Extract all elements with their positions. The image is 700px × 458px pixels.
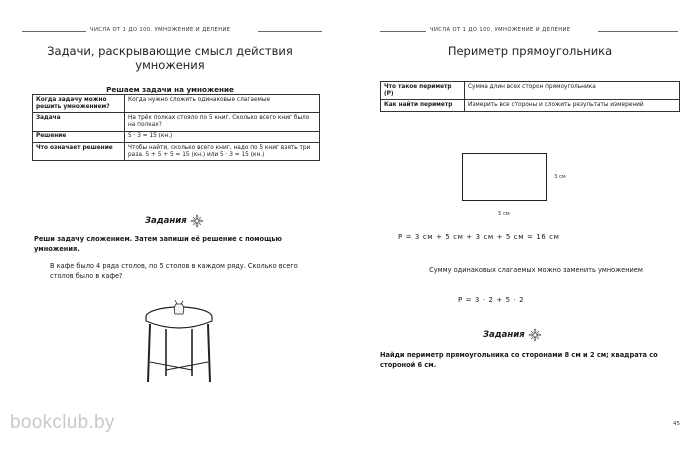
task-instruction: Найди периметр прямоугольника со сторонами 8 см и 2 см; квадрата со стороной 6 см.	[380, 351, 658, 369]
tasks-heading	[483, 328, 542, 342]
table-row	[33, 113, 320, 131]
task-instruction: Реши задачу сложением. Затем запиши её решение с помощью умножения.	[34, 235, 282, 253]
page-number: 45	[673, 421, 680, 427]
table-answer: Измерить все стороны и сложить результаты измерений	[465, 100, 680, 111]
table-question: Решение	[33, 131, 125, 142]
rectangle-figure	[462, 153, 547, 201]
table-question: Задача	[33, 113, 125, 131]
perimeter-formula-sum: P = 3 см + 5 см + 3 см + 5 см = 16 см	[398, 233, 560, 241]
table-illustration	[140, 300, 218, 386]
table-answer: Чтобы найти, сколько всего книг, надо по 5 книг взять три раза. 5 + 5 + 5 = 15 (кн.) или 5 · 3 = 15 (кн.)	[125, 143, 320, 161]
table-row	[33, 95, 320, 113]
left-page	[0, 0, 340, 458]
table-question: Как найти периметр	[381, 100, 465, 111]
multiplication-table	[32, 94, 320, 161]
table-answer: На трёх полках стояло по 5 книг. Сколько всего книг было на полках?	[125, 113, 320, 131]
table-row	[33, 143, 320, 161]
table-row	[381, 100, 680, 111]
title-line-1: Задачи, раскрывающие смысл действия	[47, 44, 293, 58]
table-question: Когда задачу можно решить умножением?	[33, 95, 125, 113]
running-rule	[258, 31, 322, 32]
table-answer: Когда нужно сложить одинаковые слагаемые	[125, 95, 320, 113]
tasks-heading-label: Задания	[483, 330, 525, 340]
right-page	[358, 0, 700, 458]
page-title	[20, 44, 320, 72]
table-row	[33, 131, 320, 142]
flower-icon	[190, 214, 204, 228]
table-row	[381, 82, 680, 100]
tasks-heading-label: Задания	[145, 216, 187, 226]
task-text: В кафе было 4 ряда столов, по 5 столов в каждом ряду. Сколько всего столов было в кафе?	[50, 262, 298, 280]
table-question: Что такое периметр (P)	[381, 82, 465, 100]
table-question: Что означает решение	[33, 143, 125, 161]
running-rule	[598, 31, 678, 32]
table-subtitle: Решаем задачи на умножение	[106, 85, 234, 94]
tasks-heading	[145, 214, 204, 228]
rectangle-bottom-label: 5 см	[498, 211, 510, 217]
multiplication-note: Сумму одинаковых слагаемых можно заменить умножением	[429, 266, 643, 274]
perimeter-formula-product: P = 3 · 2 + 5 · 2	[458, 296, 525, 304]
table-answer: Сумма длин всех сторон прямоугольника	[465, 82, 680, 100]
running-head: ЧИСЛА ОТ 1 ДО 100. УМНОЖЕНИЕ И ДЕЛЕНИЕ	[90, 27, 231, 33]
running-head: ЧИСЛА ОТ 1 ДО 100. УМНОЖЕНИЕ И ДЕЛЕНИЕ	[430, 27, 571, 33]
watermark: bookclub.by	[10, 412, 115, 433]
title-line-2: умножения	[135, 58, 205, 72]
running-rule	[380, 31, 426, 32]
running-rule	[22, 31, 86, 32]
rectangle-side-label: 3 см	[554, 174, 566, 180]
table-answer: 5 · 3 = 15 (кн.)	[125, 131, 320, 142]
perimeter-table	[380, 81, 680, 112]
page-title: Периметр прямоугольника	[447, 44, 613, 58]
flower-icon	[528, 328, 542, 342]
